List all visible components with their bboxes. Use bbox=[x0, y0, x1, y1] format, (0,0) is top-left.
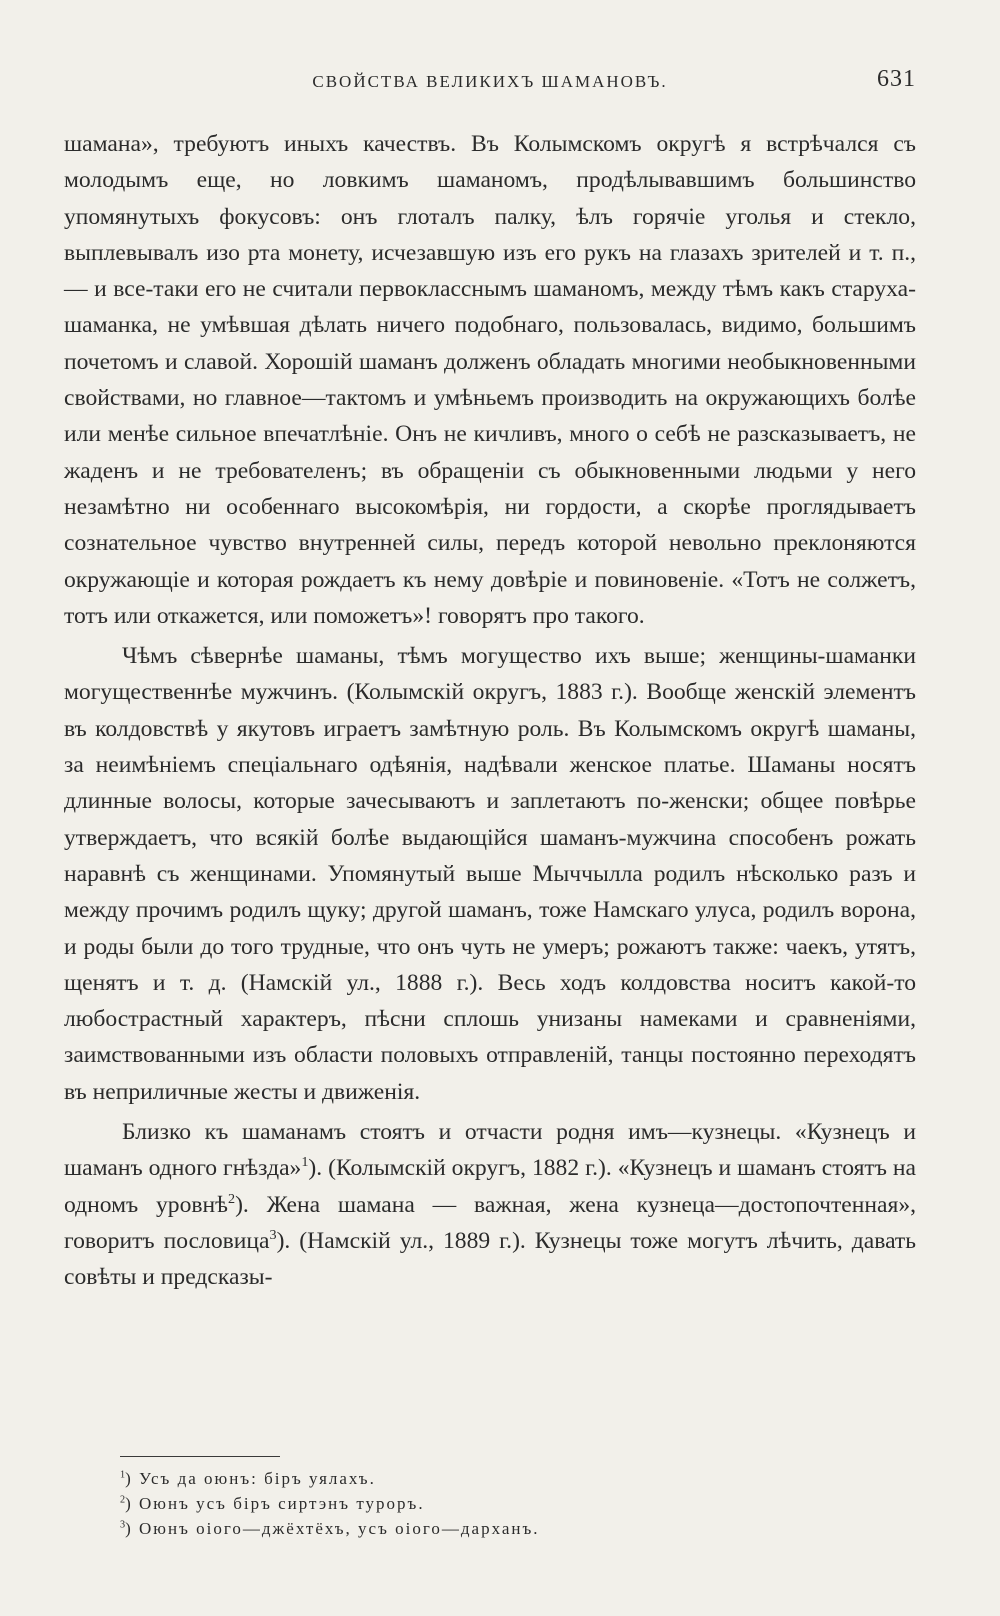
page-header bbox=[64, 66, 916, 100]
footnote-3 bbox=[120, 1516, 820, 1541]
footnote-text-1: ) Усъ да оюнъ: біръ уялахъ. bbox=[125, 1469, 376, 1488]
footnote-mark-3: 3 bbox=[120, 1519, 126, 1531]
paragraph-3-text-a: Близко къ шаманамъ стоятъ и отчасти родня имъ—кузнецы. «Кузнецъ и шаманъ одного гнѣзда» bbox=[64, 1119, 916, 1182]
paragraph-3-text-b: ). (Колымскій округъ, 1882 г.). «Кузнецъ и шаманъ стоятъ на одномъ уровнѣ bbox=[64, 1155, 916, 1218]
body-text bbox=[64, 126, 916, 1296]
footnotes bbox=[120, 1466, 820, 1541]
page-number: 631 bbox=[877, 66, 916, 92]
running-title: СВОЙСТВА ВЕЛИКИХЪ ШАМАНОВЪ. bbox=[312, 72, 668, 91]
footnote-mark-2: 2 bbox=[120, 1494, 126, 1506]
footnote-2 bbox=[120, 1491, 820, 1516]
paragraph-2: Чѣмъ сѣвернѣе шаманы, тѣмъ могущество ихъ выше; женщины-шаманки могущественнѣе мужчинъ. (Колымскій округъ, 1883 г.). Вообще женскій элементъ въ колдовствѣ у якутовъ играетъ замѣтную роль. Въ Колымскомъ округѣ шаманы, за неимѣніемъ спеціальнаго одѣянія, надѣвали женское платье. Шаманы носятъ длинные волосы, которые зачесываютъ и заплетаютъ по-женски; общее повѣрье утверждаетъ, что всякій болѣе выдающійся шаманъ-мужчина способенъ рожать наравнѣ съ женщинами. Упомянутый выше Мыччылла родилъ нѣсколько разъ и между прочимъ родилъ щуку; другой шаманъ, тоже Намскаго улуса, родилъ ворона, и роды были до того трудные, что онъ чуть не умеръ; рожаютъ также: чаекъ, утятъ, щенятъ и т. д. (Намскій ул., 1888 г.). Весь ходъ колдовства носитъ какой-то любострастный характеръ, пѣсни сплошь унизаны намеками и сравненіями, заимствованными изъ области половыхъ отправленій, танцы постоянно переходятъ въ неприличные жесты и движенія. bbox=[64, 643, 916, 1105]
footnote-divider bbox=[120, 1456, 280, 1457]
footnote-1 bbox=[120, 1466, 820, 1491]
paragraph-1: шамана», требуютъ иныхъ качествъ. Въ Колымскомъ округѣ я встрѣчался съ молодымъ еще, но ловкимъ шаманомъ, продѣлывавшимъ большинство упомянутыхъ фокусовъ: онъ глоталъ палку, ѣлъ горячіе уголья и стекло, выплевывалъ изо рта монету, исчезавшую изъ его рукъ на глазахъ зрителей и т. п., — и все-таки его не считали первокласснымъ шаманомъ, между тѣмъ какъ старуха-шаманка, не умѣвшая дѣлать ничего подобнаго, пользовалась, видимо, большимъ почетомъ и славой. Хорошій шаманъ долженъ обладать многими необыкновенными свойствами, но главное—тактомъ и умѣньемъ производить на окружающихъ болѣе или менѣе сильное впечатлѣніе. Онъ не кичливъ, много о себѣ не разсказываетъ, не жаденъ и не требователенъ; въ обращеніи съ обыкновенными людьми у него незамѣтно ни особеннаго высокомѣрія, ни гордости, а скорѣе проглядываетъ сознательное чувство внутренней силы, передъ которой невольно преклоняются окружающіе и которая рождаетъ къ нему довѣріе и повиновеніе. «Тотъ не солжетъ, тотъ или откажется, или поможетъ»! говорятъ про такого. bbox=[64, 131, 916, 629]
paragraph-3-text-d: ). (Намскій ул., 1889 г.). Кузнецы тоже могутъ лѣчить, давать совѣты и предсказы- bbox=[64, 1227, 917, 1291]
footnote-ref-2: 2 bbox=[227, 1190, 236, 1207]
footnote-text-2: ) Оюнъ усъ біръ сиртэнъ туроръ. bbox=[125, 1494, 425, 1513]
footnote-ref-3: 3 bbox=[269, 1227, 277, 1244]
footnote-text-3: ) Оюнъ оіого—джёхтёхъ, усъ оіого—дарханъ. bbox=[125, 1519, 540, 1538]
paragraph-3-text-c: ). Жена шамана — важная, жена кузнеца—достопочтенная», говоритъ пословица bbox=[64, 1191, 917, 1254]
footnote-mark-1: 1 bbox=[120, 1469, 126, 1481]
footnote-ref-1: 1 bbox=[301, 1154, 309, 1171]
paragraph-3 bbox=[64, 1114, 916, 1295]
